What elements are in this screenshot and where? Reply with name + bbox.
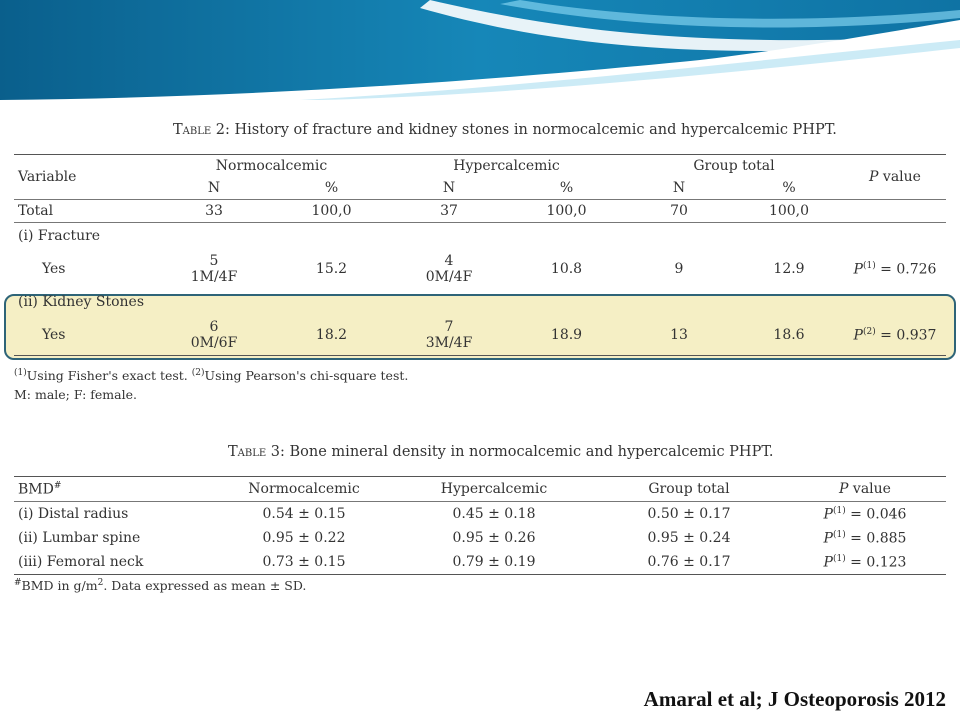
table2-footnote-sex: M: male; F: female.	[14, 387, 137, 402]
cell: 1M/4F	[190, 269, 238, 285]
row-label: (ii) Lumbar spine	[18, 530, 141, 546]
cell: 0.76 ± 0.17	[647, 554, 731, 570]
cell: 10.8	[550, 261, 583, 277]
header-variable: Variable	[18, 169, 77, 185]
cell: 5	[209, 253, 219, 269]
cell: 12.9	[773, 261, 805, 277]
table2-title	[173, 122, 837, 138]
table-row-fracture-yes	[14, 249, 946, 289]
cell: 3M/4F	[425, 335, 473, 351]
section-label: (ii) Kidney Stones	[18, 294, 145, 310]
header-hypercalcemic: Hypercalcemic	[453, 158, 560, 174]
table-row	[14, 526, 946, 550]
cell: 13	[670, 327, 688, 343]
cell: 6	[209, 319, 219, 335]
table-row-kidney-yes	[14, 315, 946, 356]
table3	[14, 476, 946, 575]
table2-footnote-tests: $^{(1)}$Using Fisher's exact test. $^{(2)}$Using Pearson's chi-square test.	[14, 368, 409, 384]
cell: 100,0	[311, 203, 352, 219]
p-value-cell: $P^{(1)} = 0.046$	[823, 505, 907, 523]
cell: 100,0	[546, 203, 587, 219]
table-row-total	[14, 200, 946, 223]
table-row	[14, 550, 946, 575]
header-hypercalcemic: Hypercalcemic	[440, 481, 548, 497]
table3-title-text: Bone mineral density in normocalcemic and hypercalcemic PHPT.	[289, 444, 774, 460]
header-group-total: Group total	[648, 481, 730, 497]
table2	[14, 154, 946, 356]
cell: 7	[444, 319, 454, 335]
table-row	[14, 502, 946, 527]
cell: 100,0	[768, 203, 810, 219]
header-n: N	[207, 180, 221, 196]
cell: 0.50 ± 0.17	[647, 506, 731, 522]
table3-title-label: Table 3:	[228, 444, 285, 460]
cell: 33	[205, 203, 223, 219]
row-label: Total	[18, 203, 54, 219]
cell: 0.45 ± 0.18	[452, 506, 536, 522]
header-n: N	[672, 180, 686, 196]
cell: 0M/6F	[190, 335, 238, 351]
section-label: (i) Fracture	[18, 228, 101, 244]
row-label: Yes	[42, 261, 66, 277]
table2-title-text: History of fracture and kidney stones in normocalcemic and hypercalcemic PHPT.	[234, 122, 837, 138]
cell: 18.9	[550, 327, 583, 343]
cell: 70	[670, 203, 688, 219]
row-label: (iii) Femoral neck	[18, 554, 144, 570]
header-n: N	[442, 180, 456, 196]
header-normocalcemic: Normocalcemic	[215, 158, 328, 174]
section-row-fracture	[14, 223, 946, 250]
cell: 37	[440, 203, 458, 219]
header-pct: %	[324, 180, 339, 196]
citation: Amaral et al; J Osteoporosis 2012	[643, 687, 946, 711]
header-pct: %	[559, 180, 574, 196]
header-bmd: BMD#	[18, 480, 62, 498]
table2-header-row	[14, 155, 946, 178]
header-group-total: Group total	[693, 158, 775, 174]
p-value-cell: $P^{(1)} = 0.885$	[823, 529, 907, 547]
table3-title	[228, 444, 773, 460]
cell: 15.2	[315, 261, 348, 277]
row-label: (i) Distal radius	[18, 506, 129, 522]
p-value-cell: $P^{(1)} = 0.123$	[823, 553, 907, 571]
cell: 0.54 ± 0.15	[262, 506, 346, 522]
table2-title-label: Table 2:	[173, 122, 230, 138]
cell: 0M/4F	[425, 269, 473, 285]
cell: 18.6	[773, 327, 805, 343]
cell: 0.95 ± 0.26	[452, 530, 536, 546]
cell: 0.73 ± 0.15	[262, 554, 346, 570]
header-p-value: P value	[839, 481, 891, 497]
cell: 0.95 ± 0.22	[262, 530, 346, 546]
cell: 0.95 ± 0.24	[647, 530, 731, 546]
header-pct: %	[782, 180, 796, 196]
header-normocalcemic: Normocalcemic	[248, 481, 360, 497]
p-value-cell: $P^{(1)} = 0.726$	[853, 260, 937, 278]
p-value-cell: $P^{(2)} = 0.937$	[853, 326, 937, 344]
cell: 9	[674, 261, 684, 277]
table3-footnote: #BMD in $g/m^2$. Data expressed as mean ± SD.	[14, 578, 307, 594]
section-row-kidney-stones	[14, 289, 946, 315]
row-label: Yes	[42, 327, 66, 343]
cell: 18.2	[315, 327, 348, 343]
cell: 4	[444, 253, 454, 269]
table2-subheader-row	[14, 177, 946, 200]
header-p-value: P value	[869, 169, 921, 185]
cell: 0.79 ± 0.19	[452, 554, 536, 570]
header-wave-banner	[0, 0, 960, 110]
table3-header-row	[14, 477, 946, 502]
